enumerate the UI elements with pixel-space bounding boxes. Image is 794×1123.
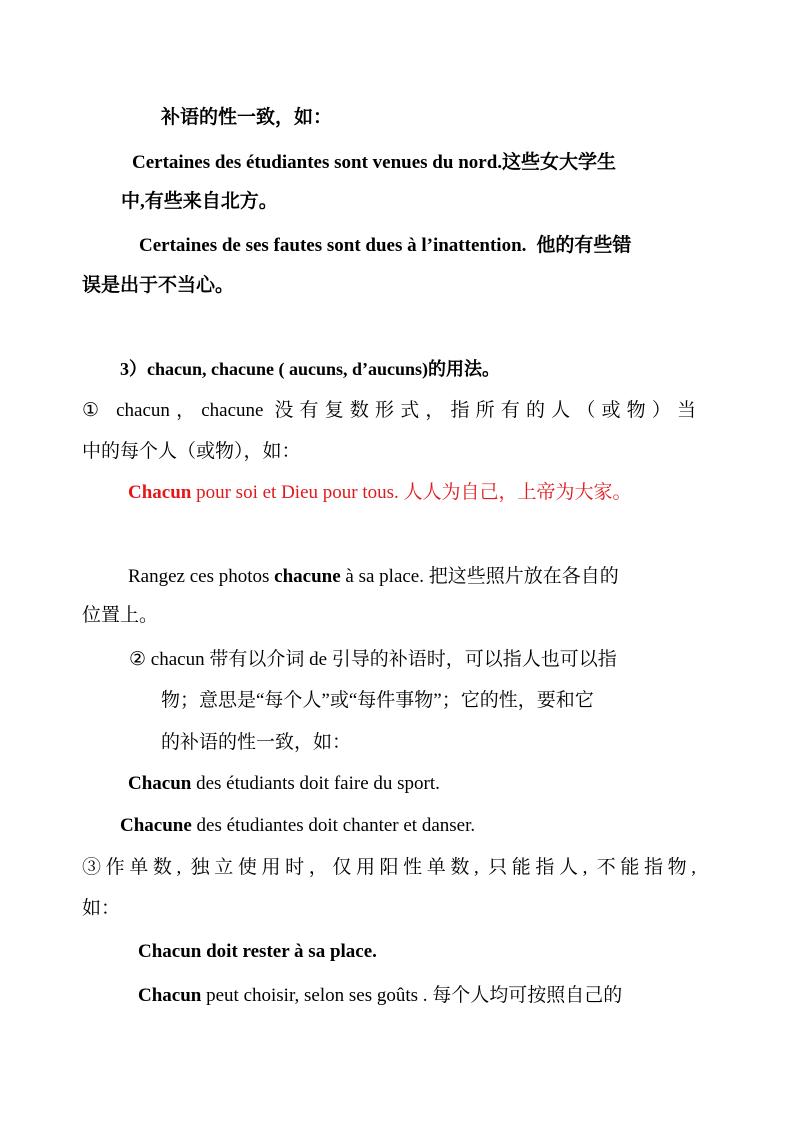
example-rest: des étudiantes doit chanter et danser. bbox=[191, 815, 476, 836]
example-rest: des étudiants doit faire du sport. bbox=[191, 773, 440, 794]
example-chacune-des bbox=[120, 814, 475, 838]
keyword: Chacune bbox=[120, 815, 192, 836]
example-certaines-1-cont: 中,有些来自北方。 bbox=[121, 191, 278, 212]
rule-1-line-1: ① chacun，chacune 没有复数形式，指所有的人（或物）当 bbox=[82, 400, 696, 421]
section-heading: 3）chacun, chacune ( aucuns, d’aucuns)的用法。 bbox=[120, 359, 501, 379]
example-rangez-cont: 位置上。 bbox=[82, 605, 159, 626]
chinese-translation: 这些女大学生 bbox=[502, 152, 617, 173]
rule-2-line-2: 物；意思是“每个人”或“每件事物”；它的性，要和它 bbox=[161, 690, 594, 711]
example-certaines-2 bbox=[139, 234, 631, 258]
french-sentence: Certaines de ses fautes sont dues à l’inattention. bbox=[139, 235, 527, 256]
example-pre: Rangez ces photos bbox=[128, 566, 275, 587]
keyword: Chacun bbox=[138, 985, 202, 1006]
french-sentence: Certaines des étudiantes sont venues du nord. bbox=[132, 152, 503, 173]
rule-3-line-1: ③作单数, 独立使用时，仅用阳性单数, 只能指人, 不能指物, bbox=[82, 857, 696, 878]
keyword: Chacun bbox=[128, 482, 192, 503]
example-certaines-1 bbox=[132, 151, 616, 175]
example-chacun-des bbox=[128, 772, 440, 796]
example-chacun-peut bbox=[138, 984, 622, 1008]
example-rest: pour soi et Dieu pour tous. 人人为自己，上帝为大家。 bbox=[191, 482, 632, 503]
keyword: Chacun bbox=[128, 773, 192, 794]
rule-2-line-1: ② chacun 带有以介词 de 引导的补语时，可以指人也可以指 bbox=[129, 649, 617, 670]
example-rangez bbox=[128, 565, 619, 589]
example-post: à sa place. 把这些照片放在各自的 bbox=[340, 566, 619, 587]
example-chacun-red bbox=[128, 481, 632, 505]
keyword: chacune bbox=[274, 566, 341, 587]
rule-1-line-2: 中的每个人（或物），如： bbox=[82, 441, 301, 462]
example-certaines-2-cont: 误是出于不当心。 bbox=[82, 275, 235, 296]
rule-3-line-2: 如： bbox=[82, 898, 121, 919]
chinese-translation: 他的有些错 bbox=[536, 235, 632, 256]
example-rest: peut choisir, selon ses goûts . 每个人均可按照自己的 bbox=[201, 985, 623, 1006]
intro-line: 补语的性一致，如： bbox=[161, 107, 333, 128]
rule-2-line-3: 的补语的性一致，如： bbox=[161, 732, 352, 753]
example-chacun-doit: Chacun doit rester à sa place. bbox=[138, 941, 377, 962]
